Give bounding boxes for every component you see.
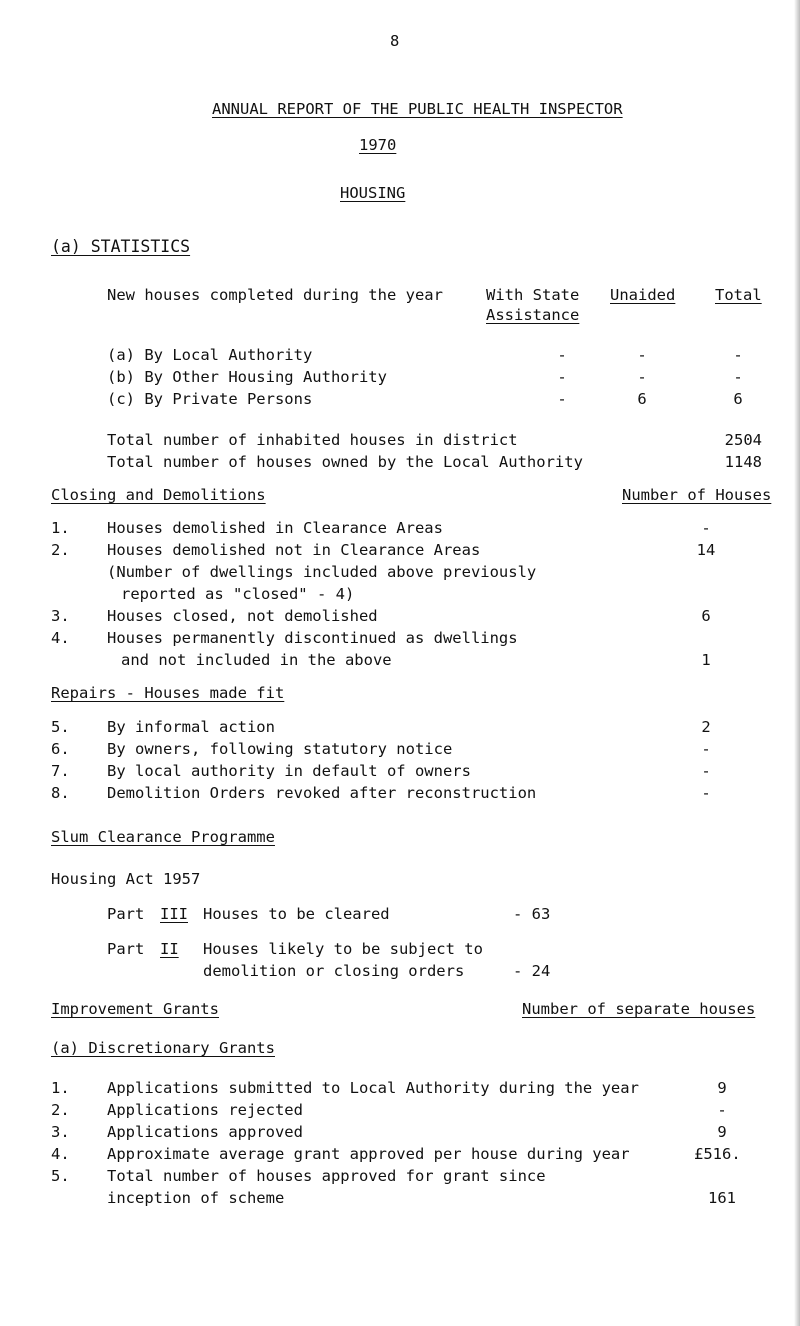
stat-row-unaided: - bbox=[637, 368, 647, 386]
grants-text: Total number of houses approved for grant since bbox=[107, 1167, 546, 1185]
repairs-text: Demolition Orders revoked after reconstruction bbox=[107, 784, 537, 802]
grants-num: 5. bbox=[51, 1167, 70, 1185]
part-two-label: Part bbox=[107, 940, 145, 958]
housing-act: Housing Act 1957 bbox=[51, 870, 201, 888]
repairs-num: 8. bbox=[51, 784, 70, 802]
closing-col-header: Number of Houses bbox=[622, 486, 772, 504]
closing-text: Houses permanently discontinued as dwellings bbox=[107, 629, 518, 647]
col-unaided: Unaided bbox=[610, 286, 676, 304]
closing-num: 1. bbox=[51, 519, 70, 537]
grants-value: 9 bbox=[717, 1123, 727, 1141]
stat-row-state: - bbox=[557, 346, 567, 364]
report-title: ANNUAL REPORT OF THE PUBLIC HEALTH INSPECTOR bbox=[212, 100, 623, 118]
owned-houses-label: Total number of houses owned by the Local Authority bbox=[107, 453, 583, 471]
repairs-heading: Repairs - Houses made fit bbox=[51, 684, 285, 702]
new-houses-intro: New houses completed during the year bbox=[107, 286, 443, 304]
part-two-text: demolition or closing orders bbox=[203, 962, 465, 980]
repairs-num: 5. bbox=[51, 718, 70, 736]
grants-value: 161 bbox=[708, 1189, 736, 1207]
closing-num: 2. bbox=[51, 541, 70, 559]
closing-value: 6 bbox=[701, 607, 711, 625]
part-two-number: II bbox=[160, 940, 179, 958]
grants-value: - bbox=[717, 1101, 727, 1119]
grants-text: Applications submitted to Local Authority during the year bbox=[107, 1079, 639, 1097]
grants-text: Approximate average grant approved per house during year bbox=[107, 1145, 630, 1163]
repairs-text: By owners, following statutory notice bbox=[107, 740, 453, 758]
inhabited-houses-value: 2504 bbox=[724, 431, 762, 449]
repairs-value: - bbox=[701, 740, 711, 758]
owned-houses-value: 1148 bbox=[724, 453, 762, 471]
grants-value: 9 bbox=[717, 1079, 727, 1097]
closing-num: 3. bbox=[51, 607, 70, 625]
grants-num: 2. bbox=[51, 1101, 70, 1119]
repairs-text: By local authority in default of owners bbox=[107, 762, 471, 780]
grants-num: 3. bbox=[51, 1123, 70, 1141]
closing-value: 14 bbox=[696, 541, 716, 559]
discretionary-grants-heading bbox=[51, 1039, 275, 1057]
grants-num: 4. bbox=[51, 1145, 70, 1163]
closing-num: 4. bbox=[51, 629, 70, 647]
repairs-text: By informal action bbox=[107, 718, 275, 736]
closing-text: and not included in the above bbox=[121, 651, 392, 669]
part-two-value: - 24 bbox=[513, 962, 551, 980]
stat-row-label: (c) By Private Persons bbox=[107, 390, 313, 408]
stat-row-total: 6 bbox=[733, 390, 743, 408]
col-with-state: With State bbox=[486, 286, 580, 304]
repairs-value: - bbox=[701, 784, 711, 802]
repairs-num: 7. bbox=[51, 762, 70, 780]
closing-value: 1 bbox=[701, 651, 711, 669]
section-title: HOUSING bbox=[340, 184, 406, 202]
repairs-value: - bbox=[701, 762, 711, 780]
grants-value: £516. bbox=[694, 1145, 741, 1163]
stat-row-state: - bbox=[557, 390, 567, 408]
part-two-text: Houses likely to be subject to bbox=[203, 940, 483, 958]
part-three-number: III bbox=[160, 905, 188, 923]
closing-heading: Closing and Demolitions bbox=[51, 486, 266, 504]
grants-text: inception of scheme bbox=[107, 1189, 285, 1207]
closing-text: Houses demolished not in Clearance Areas bbox=[107, 541, 481, 559]
col-assistance: Assistance bbox=[486, 306, 580, 324]
slum-heading: Slum Clearance Programme bbox=[51, 828, 275, 846]
grants-text: Applications approved bbox=[107, 1123, 303, 1141]
page-number: 8 bbox=[390, 32, 400, 50]
stat-row-label: (a) By Local Authority bbox=[107, 346, 313, 364]
repairs-value: 2 bbox=[701, 718, 711, 736]
repairs-num: 6. bbox=[51, 740, 70, 758]
closing-value: - bbox=[701, 519, 711, 537]
inhabited-houses-label: Total number of inhabited houses in district bbox=[107, 431, 518, 449]
part-three-value: - 63 bbox=[513, 905, 551, 923]
closing-text: Houses demolished in Clearance Areas bbox=[107, 519, 443, 537]
stat-row-total: - bbox=[733, 346, 743, 364]
grants-col-header: Number of separate houses bbox=[522, 1000, 756, 1018]
stat-row-total: - bbox=[733, 368, 743, 386]
statistics-heading bbox=[51, 237, 190, 256]
stat-row-unaided: 6 bbox=[637, 390, 647, 408]
stat-row-state: - bbox=[557, 368, 567, 386]
stat-row-label: (b) By Other Housing Authority bbox=[107, 368, 387, 386]
part-three-text: Houses to be cleared bbox=[203, 905, 390, 923]
grants-num: 1. bbox=[51, 1079, 70, 1097]
col-total: Total bbox=[715, 286, 762, 304]
closing-text: (Number of dwellings included above previously bbox=[107, 563, 537, 581]
part-three-label: Part bbox=[107, 905, 145, 923]
page-edge-shadow bbox=[794, 0, 800, 1326]
closing-text: Houses closed, not demolished bbox=[107, 607, 378, 625]
stat-row-unaided: - bbox=[637, 346, 647, 364]
statistics-heading-text: (a) STATISTICS bbox=[51, 237, 191, 256]
closing-text: reported as "closed" - 4) bbox=[121, 585, 355, 603]
grants-heading: Improvement Grants bbox=[51, 1000, 219, 1018]
discretionary-grants-text: (a) Discretionary Grants bbox=[51, 1039, 275, 1057]
report-year: 1970 bbox=[359, 136, 397, 154]
grants-text: Applications rejected bbox=[107, 1101, 303, 1119]
